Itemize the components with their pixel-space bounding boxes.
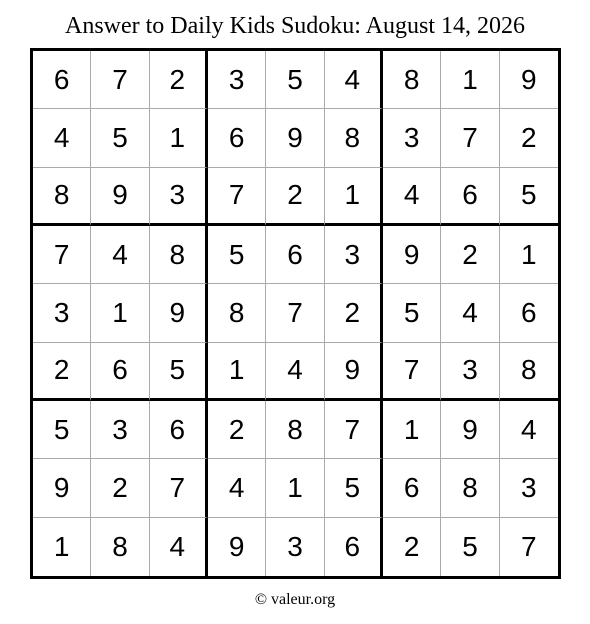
sudoku-cell: 9 bbox=[33, 459, 91, 517]
sudoku-cell: 1 bbox=[33, 518, 91, 576]
sudoku-cell: 5 bbox=[441, 518, 499, 576]
sudoku-cell: 4 bbox=[91, 226, 149, 284]
sudoku-cell: 3 bbox=[500, 459, 558, 517]
sudoku-cell: 2 bbox=[208, 401, 266, 459]
sudoku-cell: 4 bbox=[33, 109, 91, 167]
sudoku-cell: 6 bbox=[208, 109, 266, 167]
sudoku-cell: 4 bbox=[325, 51, 383, 109]
sudoku-cell: 2 bbox=[33, 343, 91, 401]
sudoku-cell: 9 bbox=[500, 51, 558, 109]
sudoku-cell: 9 bbox=[208, 518, 266, 576]
sudoku-cell: 3 bbox=[91, 401, 149, 459]
sudoku-cell: 1 bbox=[208, 343, 266, 401]
sudoku-cell: 4 bbox=[441, 284, 499, 342]
sudoku-cell: 3 bbox=[208, 51, 266, 109]
sudoku-cell: 5 bbox=[500, 168, 558, 226]
sudoku-cell: 3 bbox=[325, 226, 383, 284]
sudoku-cell: 8 bbox=[150, 226, 208, 284]
sudoku-cell: 7 bbox=[325, 401, 383, 459]
sudoku-cell: 5 bbox=[208, 226, 266, 284]
sudoku-cell: 5 bbox=[325, 459, 383, 517]
sudoku-cell: 2 bbox=[441, 226, 499, 284]
sudoku-cell: 1 bbox=[91, 284, 149, 342]
sudoku-cell: 5 bbox=[150, 343, 208, 401]
sudoku-cell: 5 bbox=[383, 284, 441, 342]
sudoku-cell: 6 bbox=[383, 459, 441, 517]
sudoku-cell: 3 bbox=[441, 343, 499, 401]
sudoku-cell: 3 bbox=[150, 168, 208, 226]
sudoku-cell: 2 bbox=[383, 518, 441, 576]
sudoku-cell: 7 bbox=[150, 459, 208, 517]
sudoku-cell: 2 bbox=[266, 168, 324, 226]
sudoku-cell: 4 bbox=[150, 518, 208, 576]
sudoku-cell: 9 bbox=[150, 284, 208, 342]
sudoku-cell: 4 bbox=[500, 401, 558, 459]
sudoku-cell: 7 bbox=[91, 51, 149, 109]
sudoku-cell: 3 bbox=[383, 109, 441, 167]
sudoku-cell: 8 bbox=[33, 168, 91, 226]
sudoku-cell: 9 bbox=[266, 109, 324, 167]
sudoku-cell: 7 bbox=[441, 109, 499, 167]
sudoku-cell: 6 bbox=[325, 518, 383, 576]
sudoku-board bbox=[30, 48, 561, 579]
sudoku-cell: 1 bbox=[150, 109, 208, 167]
sudoku-cell: 7 bbox=[33, 226, 91, 284]
copyright-footer: © valeur.org bbox=[254, 591, 336, 608]
sudoku-cell: 7 bbox=[208, 168, 266, 226]
sudoku-cell: 2 bbox=[500, 109, 558, 167]
sudoku-cell: 8 bbox=[441, 459, 499, 517]
sudoku-cell: 7 bbox=[266, 284, 324, 342]
sudoku-cell: 7 bbox=[521, 530, 537, 562]
sudoku-cell: 6 bbox=[91, 343, 149, 401]
sudoku-cell: 6 bbox=[33, 51, 91, 109]
sudoku-cell: 6 bbox=[500, 284, 558, 342]
sudoku-cell: 2 bbox=[325, 284, 383, 342]
page-title: Answer to Daily Kids Sudoku: August 14, 2026 bbox=[64, 13, 525, 39]
sudoku-cell: 2 bbox=[91, 459, 149, 517]
sudoku-cell: 2 bbox=[150, 51, 208, 109]
sudoku-cell: 1 bbox=[500, 226, 558, 284]
sudoku-cell: 5 bbox=[266, 51, 324, 109]
sudoku-cell: 8 bbox=[500, 343, 558, 401]
sudoku-cell: 9 bbox=[91, 168, 149, 226]
sudoku-cell: 5 bbox=[91, 109, 149, 167]
sudoku-cell: 3 bbox=[266, 518, 324, 576]
sudoku-cell: 6 bbox=[441, 168, 499, 226]
sudoku-cell: 4 bbox=[266, 343, 324, 401]
sudoku-cell: 8 bbox=[383, 51, 441, 109]
sudoku-cell: 6 bbox=[150, 401, 208, 459]
sudoku-cell: 5 bbox=[33, 401, 91, 459]
sudoku-cell: 4 bbox=[383, 168, 441, 226]
sudoku-cell: 8 bbox=[325, 109, 383, 167]
sudoku-cell: 9 bbox=[441, 401, 499, 459]
sudoku-cell: 9 bbox=[325, 343, 383, 401]
sudoku-cell: 8 bbox=[266, 401, 324, 459]
sudoku-cell: 4 bbox=[208, 459, 266, 517]
sudoku-cell: 1 bbox=[383, 401, 441, 459]
sudoku-cell: 1 bbox=[325, 168, 383, 226]
sudoku-cell: 6 bbox=[266, 226, 324, 284]
sudoku-cell: 7 bbox=[383, 343, 441, 401]
sudoku-cell: 3 bbox=[33, 284, 91, 342]
sudoku-cell: 1 bbox=[266, 459, 324, 517]
sudoku-cell: 8 bbox=[208, 284, 266, 342]
sudoku-cell: 1 bbox=[441, 51, 499, 109]
sudoku-cell: 8 bbox=[91, 518, 149, 576]
sudoku-cell: 9 bbox=[383, 226, 441, 284]
